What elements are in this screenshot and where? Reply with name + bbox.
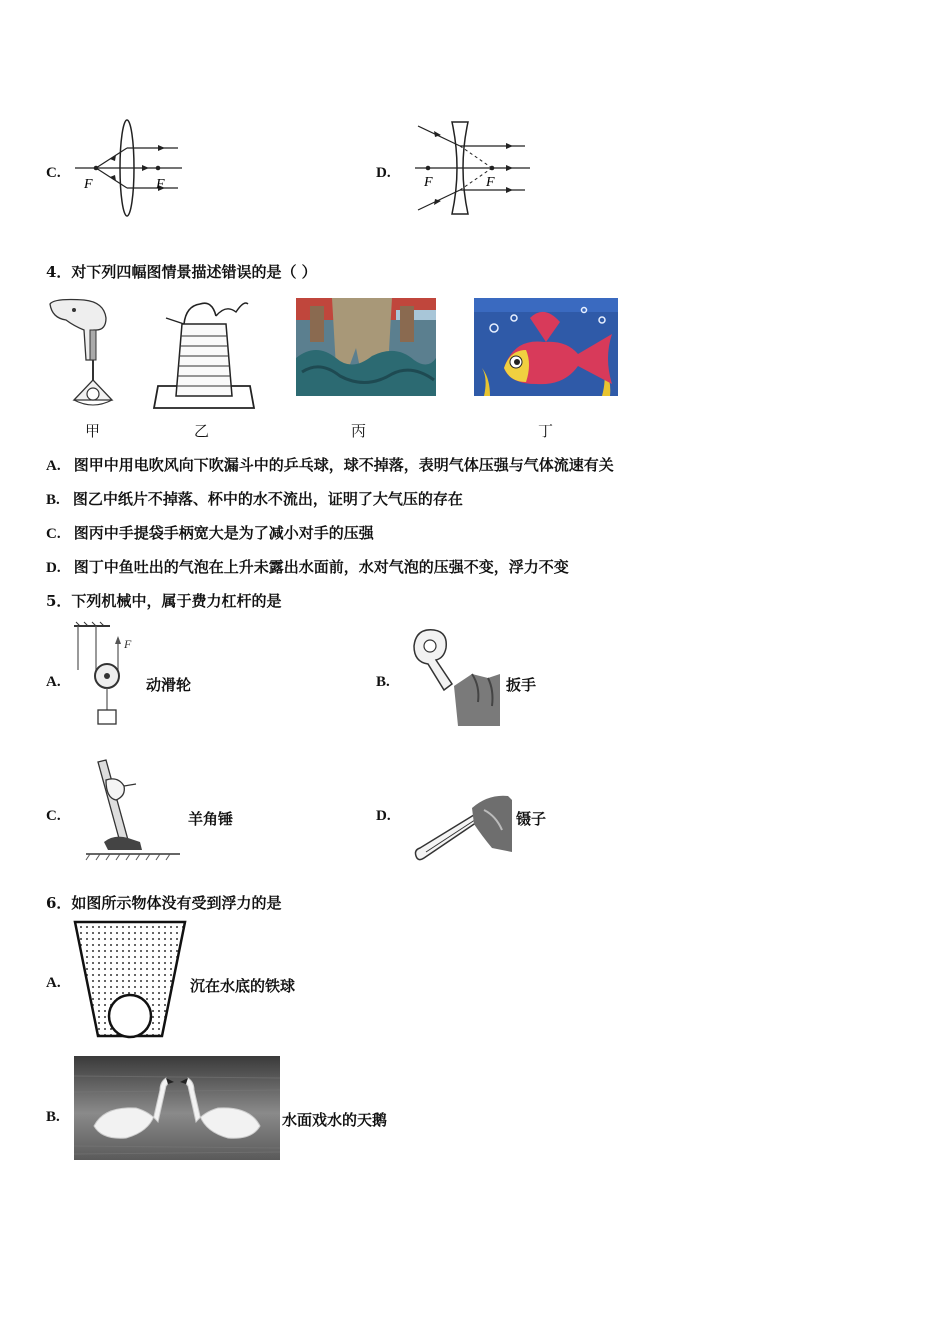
figure-caption-yi: 乙 [194, 422, 210, 440]
option-text: 图甲中用电吹风向下吹漏斗中的乒乓球，球不掉落，表明气体压强与气体流速有关 [73, 456, 614, 474]
q5-stem: 5．下列机械中，属于费力杠杆的是 [46, 592, 282, 610]
option-label: D. [46, 560, 61, 576]
tweezers-figure [412, 790, 516, 864]
option-text: 图乙中纸片不掉落、杯中的水不流出，证明了大气压的存在 [72, 490, 463, 508]
focus-label: F [486, 175, 495, 190]
q5-option-d-text: 镊子 [516, 810, 547, 828]
figure-caption-ding: 丁 [538, 422, 554, 440]
shopping-bag-photo [296, 298, 436, 396]
q5-option-b-label: B. [376, 674, 390, 690]
focus-label: F [84, 177, 93, 192]
hair-dryer-funnel-figure [44, 296, 122, 414]
q6-option-b-text: 水面戏水的天鹅 [282, 1111, 388, 1129]
option-text: 图丙中手提袋手柄宽大是为了减小对手的压强 [73, 524, 374, 542]
q3-option-c-label: C. [46, 165, 61, 181]
figure-caption-jia: 甲 [85, 422, 101, 440]
q4-stem: 4．对下列四幅图情景描述错误的是（ ） [46, 263, 317, 281]
q3-option-d-label: D. [376, 165, 391, 181]
q5-option-c-label: C. [46, 808, 61, 824]
q5-option-c-text: 羊角锤 [188, 810, 234, 828]
q6-option-a-text: 沉在水底的铁球 [190, 977, 296, 995]
q5-option-a-label: A. [46, 674, 61, 690]
q6-option-b-label: B. [46, 1109, 60, 1125]
q6-stem: 6．如图所示物体没有受到浮力的是 [46, 894, 282, 912]
claw-hammer-figure [84, 756, 184, 864]
focus-label: F [156, 177, 165, 192]
option-label: A. [46, 458, 61, 474]
focus-label: F [424, 175, 433, 190]
q4-option-a [46, 454, 614, 475]
figure-caption-bing: 丙 [351, 422, 367, 440]
wrench-figure [408, 626, 504, 730]
inverted-cup-paper-figure [150, 296, 260, 414]
option-label: B. [46, 492, 60, 508]
fish-bubble-painting [474, 298, 618, 396]
q6-option-a-label: A. [46, 975, 61, 991]
q5-option-b-text: 扳手 [506, 676, 537, 694]
q4-option-d [46, 556, 569, 577]
q5-option-a-text: 动滑轮 [146, 676, 192, 694]
q4-option-c [46, 522, 374, 543]
movable-pulley-figure [70, 620, 140, 730]
option-label: C. [46, 526, 61, 542]
convex-lens-diagram [70, 118, 185, 218]
concave-lens-diagram [410, 118, 535, 218]
q5-option-d-label: D. [376, 808, 391, 824]
option-text: 图丁中鱼吐出的气泡在上升未露出水面前，水对气泡的压强不变，浮力不变 [73, 558, 569, 576]
swans-photo [74, 1056, 280, 1160]
q4-option-b [46, 488, 463, 509]
iron-ball-container-figure [72, 918, 188, 1040]
force-label: F [124, 637, 132, 651]
